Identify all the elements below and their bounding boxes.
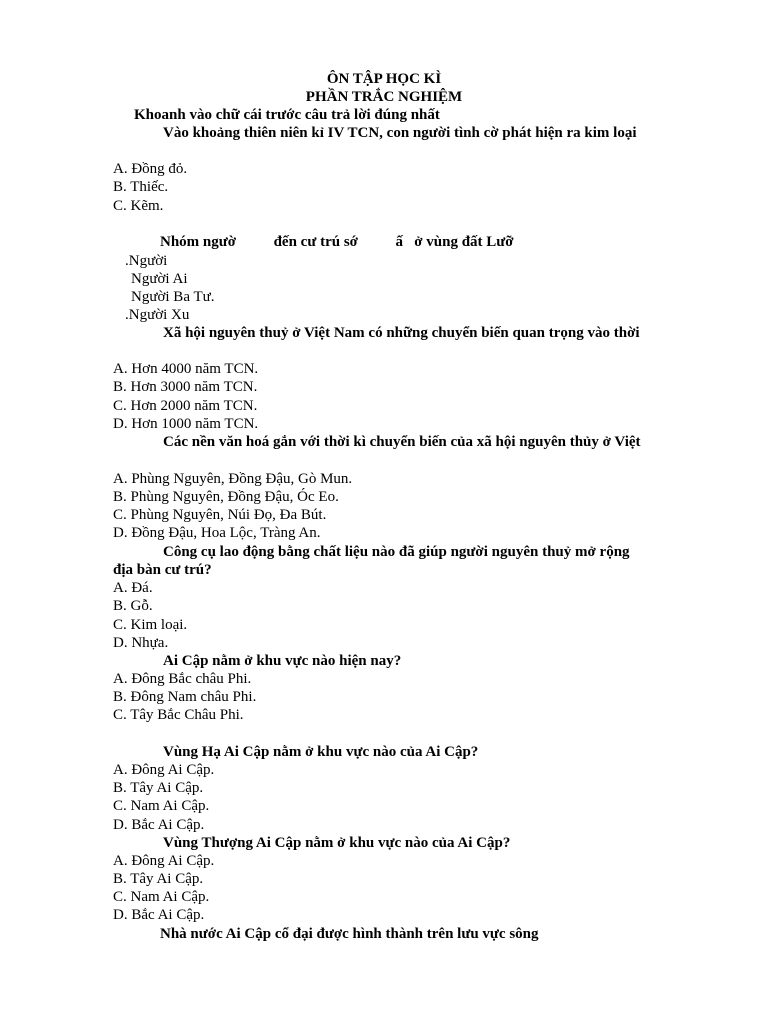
question-6-option-a: A. Đông Bắc châu Phi. (113, 671, 252, 687)
instruction: Khoanh vào chữ cái trước câu trả lời đúng nhất (134, 107, 440, 123)
question-1-option-b: B. Thiếc. (113, 179, 169, 195)
question-8-option-a: A. Đông Ai Cập. (113, 853, 215, 869)
question-4-option-b: B. Phùng Nguyên, Đồng Đậu, Óc Eo. (113, 489, 339, 505)
question-3-option-a: A. Hơn 4000 năm TCN. (113, 361, 259, 377)
question-6-option-c: C. Tây Bắc Châu Phi. (113, 707, 244, 723)
question-1-option-a: A. Đồng đỏ. (113, 161, 188, 177)
question-7-stem: Vùng Hạ Ai Cập nằm ở khu vực nào của Ai Cập? (163, 744, 479, 760)
question-2-option-2: Người Ai (131, 271, 188, 287)
question-4-option-a: A. Phùng Nguyên, Đồng Đậu, Gò Mun. (113, 471, 353, 487)
question-7-option-b: B. Tây Ai Cập. (113, 780, 204, 796)
question-5-stem-line-2: địa bàn cư trú? (113, 562, 212, 578)
question-5-option-b: B. Gỗ. (113, 598, 153, 614)
page-title: ÔN TẬP HỌC KÌ (326, 71, 442, 87)
question-3-stem: Xã hội nguyên thuỷ ở Việt Nam có những chuyển biến quan trọng vào thời (163, 325, 640, 341)
question-3-option-d: D. Hơn 1000 năm TCN. (113, 416, 259, 432)
question-5-stem-line-1: Công cụ lao động bằng chất liệu nào đã giúp người nguyên thuỷ mở rộng (163, 544, 630, 560)
question-7-option-c: C. Nam Ai Cập. (113, 798, 210, 814)
question-2-option-1: .Người (125, 253, 168, 269)
question-8-option-b: B. Tây Ai Cập. (113, 871, 204, 887)
question-7-option-a: A. Đông Ai Cập. (113, 762, 215, 778)
question-4-option-d: D. Đồng Đậu, Hoa Lộc, Tràng An. (113, 525, 321, 541)
question-2-stem: Nhóm ngườ đến cư trú sớ ấ ở vùng đất Lưỡ (160, 234, 514, 250)
question-9-stem: Nhà nước Ai Cập cổ đại được hình thành trên lưu vực sông (160, 926, 539, 942)
question-3-option-c: C. Hơn 2000 năm TCN. (113, 398, 258, 414)
question-6-option-b: B. Đông Nam châu Phi. (113, 689, 257, 705)
question-5-option-a: A. Đá. (113, 580, 153, 596)
question-3-option-b: B. Hơn 3000 năm TCN. (113, 379, 258, 395)
question-8-option-d: D. Bắc Ai Cập. (113, 907, 205, 923)
question-1-option-c: C. Kẽm. (113, 198, 164, 214)
question-6-stem: Ai Cập nằm ở khu vực nào hiện nay? (163, 653, 402, 669)
page-subtitle: PHẦN TRẮC NGHIỆM (305, 89, 463, 105)
question-1-stem: Vào khoảng thiên niên kỉ IV TCN, con người tình cờ phát hiện ra kim loại (163, 125, 637, 141)
question-2-option-4: .Người Xu (125, 307, 190, 323)
question-2-option-3: Người Ba Tư. (131, 289, 215, 305)
question-4-option-c: C. Phùng Nguyên, Núi Đọ, Đa Bút. (113, 507, 327, 523)
question-4-stem: Các nền văn hoá gắn với thời kì chuyển biến của xã hội nguyên thủy ở Việt (163, 434, 641, 450)
question-8-stem: Vùng Thượng Ai Cập nằm ở khu vực nào của Ai Cập? (163, 835, 511, 851)
question-5-option-c: C. Kim loại. (113, 617, 188, 633)
question-8-option-c: C. Nam Ai Cập. (113, 889, 210, 905)
question-5-option-d: D. Nhựa. (113, 635, 169, 651)
question-7-option-d: D. Bắc Ai Cập. (113, 817, 205, 833)
